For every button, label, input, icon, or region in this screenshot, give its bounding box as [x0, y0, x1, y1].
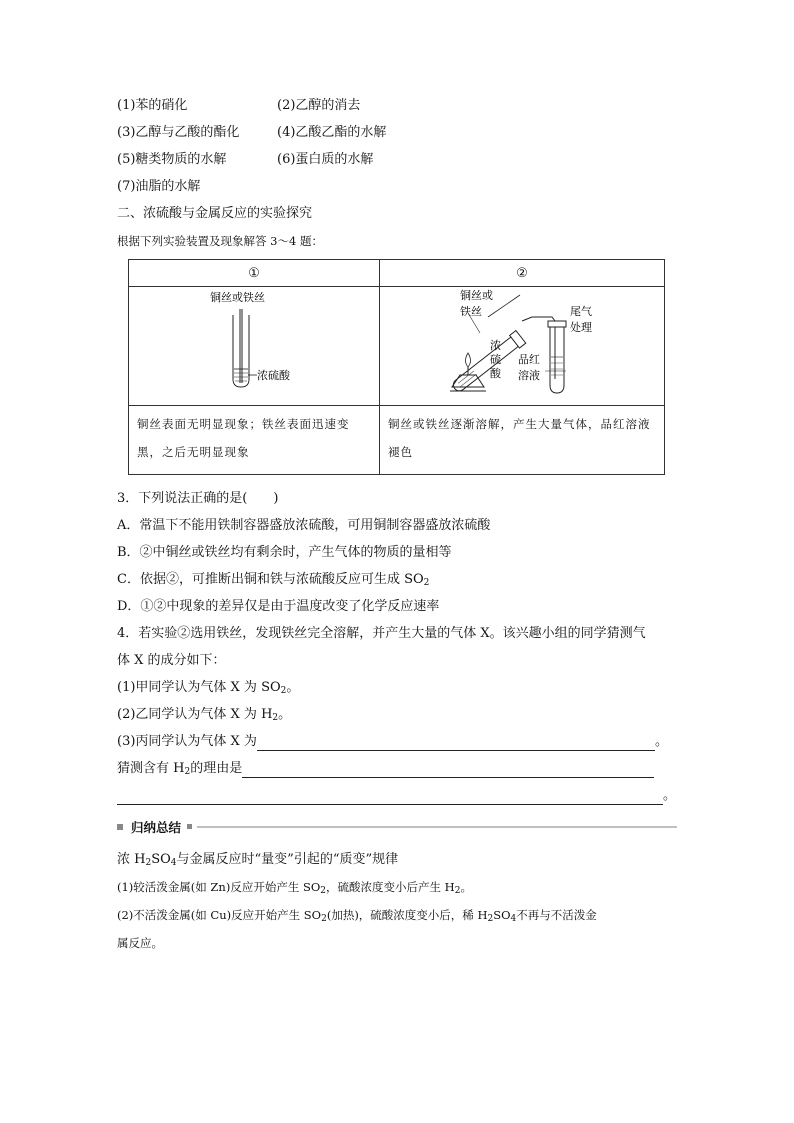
- q3-option-b: B．②中铜丝或铁丝均有剩余时，产生气体的物质的量相等: [117, 545, 452, 560]
- subscript: 2: [145, 858, 152, 868]
- exhaust-label-2: 处理: [570, 321, 592, 334]
- exhaust-label-1: 尾气: [570, 305, 592, 318]
- q4-part2: [117, 706, 291, 724]
- summary-rule-2-line2: 属反应。: [117, 936, 163, 950]
- period: 。: [663, 788, 677, 803]
- subscript: 2: [454, 886, 461, 896]
- reaction-2: (2)乙醇的消去: [277, 98, 361, 113]
- q4-part1-text: (1)甲同学认为气体 X 为 SO: [117, 680, 281, 695]
- summary-title: 归纳总结: [131, 820, 182, 835]
- reaction-1: (1)苯的硝化: [117, 98, 188, 113]
- figure-2-cell: [380, 287, 665, 406]
- summary-heading-text: SO: [151, 852, 171, 867]
- section-title: 二、浓硫酸与金属反应的实验探究: [117, 206, 313, 221]
- pinhong-label-2: 溶液: [518, 369, 540, 382]
- q4-part1: [117, 679, 299, 697]
- q4-reason-text-post: 的理由是: [190, 761, 243, 776]
- answer-blank[interactable]: [242, 763, 654, 778]
- subscript: 2: [280, 686, 287, 696]
- summary-heading-text: 浓 H: [117, 852, 146, 867]
- q4-reason-text: 猜测含有 H: [117, 761, 185, 776]
- q3-option-c: [117, 571, 429, 589]
- summary-rule-1: [117, 878, 472, 896]
- answer-blank[interactable]: [117, 790, 663, 805]
- pinhong-label-1: 品红: [518, 353, 540, 366]
- reaction-3: (3)乙醇与乙酸的酯化: [117, 125, 240, 140]
- wire-label-line1: 铜丝或: [460, 289, 493, 302]
- description-1: 铜丝表面无明显现象；铁丝表面迅速变黑，之后无明显现象: [129, 406, 380, 475]
- q4-reason: [117, 760, 654, 778]
- q3-stem: 3．下列说法正确的是( ): [117, 491, 279, 506]
- subscript: 4: [510, 914, 517, 924]
- period: 。: [286, 680, 300, 695]
- experiment-table: [128, 259, 665, 475]
- reaction-row: [117, 178, 200, 196]
- rule-text: 。: [460, 880, 472, 894]
- q4-stem-line1: 4．若实验②选用铁丝，发现铁丝完全溶解，并产生大量的气体 X。该兴趣小组的同学猜测气: [117, 626, 646, 641]
- q3-option-c-text: C．依据②，可推断出铜和铁与浓硫酸反应可生成 SO: [117, 572, 424, 587]
- acid-char-2: 硫: [490, 353, 501, 366]
- reaction-6: (6)蛋白质的水解: [277, 152, 374, 167]
- q4-reason-line2: [117, 787, 676, 805]
- rule-text: ，硫酸浓度变小后产生 H: [326, 880, 455, 894]
- subscript: 2: [321, 914, 327, 924]
- subscript: 2: [487, 914, 494, 924]
- wire-label: 铜丝或铁丝: [210, 291, 265, 304]
- table-header-1: ①: [129, 260, 380, 287]
- q4-stem-line2: 体 X 的成分如下：: [117, 653, 226, 668]
- summary-heading: [117, 851, 398, 869]
- q4-part2-text: (2)乙同学认为气体 X 为 H: [117, 707, 273, 722]
- subscript: 2: [320, 886, 327, 896]
- subscript: 2: [184, 767, 191, 777]
- q3-option-a: A．常温下不能用铁制容器盛放浓硫酸，可用铜制容器盛放浓硫酸: [117, 518, 491, 533]
- rule-text: 不再与不活泼金: [516, 908, 597, 922]
- table-header-2: ②: [380, 260, 665, 287]
- q4-part3: [117, 733, 668, 751]
- answer-blank[interactable]: [257, 736, 655, 751]
- test-tube-diagram: [129, 287, 379, 405]
- rule-text: (加热)，硫酸浓度变小后，稀 H: [326, 908, 488, 922]
- reaction-7: (7)油脂的水解: [117, 179, 201, 194]
- summary-heading-text: 与金属反应时“量变”引起的“质变”规律: [176, 852, 399, 867]
- q4-part3-text: (3)丙同学认为气体 X 为: [117, 734, 257, 749]
- subscript: 2: [272, 713, 279, 723]
- summary-rule-2: [117, 906, 597, 924]
- acid-char-1: 浓: [490, 339, 501, 352]
- rule-text: (2)不活泼金属(如 Cu)反应开始产生 SO: [117, 908, 322, 922]
- q3-option-d: D．①②中现象的差异仅是由于温度改变了化学反应速率: [117, 599, 440, 614]
- reaction-row: [117, 151, 374, 169]
- rule-text: SO: [493, 908, 511, 922]
- intro-text: 根据下列实验装置及现象解答 3～4 题：: [117, 234, 323, 248]
- reaction-4: (4)乙酸乙酯的水解: [277, 125, 387, 140]
- rule-text: (1)较活泼金属(如 Zn)反应开始产生 SO: [117, 880, 321, 894]
- subscript: 2: [423, 578, 430, 588]
- wire-label-line2: 铁丝: [460, 305, 482, 318]
- acid-label: 浓硫酸: [257, 369, 290, 382]
- reaction-row: [117, 124, 387, 142]
- reaction-row: [117, 97, 361, 115]
- reaction-5: (5)糖类物质的水解: [117, 152, 227, 167]
- period: 。: [654, 734, 668, 749]
- subscript: 4: [170, 858, 177, 868]
- heating-apparatus-diagram: [380, 287, 666, 405]
- description-2: 铜丝或铁丝逐渐溶解，产生大量气体，品红溶液褪色: [380, 406, 665, 475]
- summary-header: [117, 818, 677, 836]
- summary-decoration: [117, 818, 677, 836]
- figure-1-cell: [129, 287, 380, 406]
- acid-char-3: 酸: [490, 367, 501, 380]
- period: 。: [278, 707, 292, 722]
